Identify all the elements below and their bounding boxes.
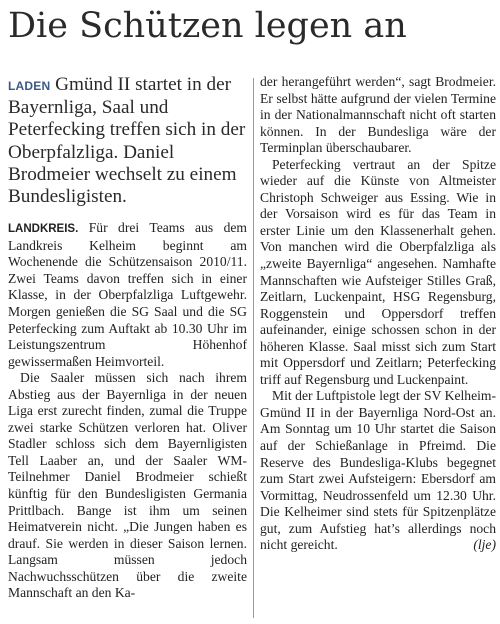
dateline: LANDKREIS. xyxy=(8,223,79,236)
headline: Die Schützen legen an xyxy=(8,6,407,46)
author-signature: (lje) xyxy=(473,537,496,553)
column-divider xyxy=(253,78,254,618)
paragraph-1 xyxy=(8,220,247,370)
column-right xyxy=(260,74,496,554)
teaser xyxy=(8,74,247,208)
paragraph-1-text: Für drei Teams aus dem Landkreis Kelheim beginnt am Wochenende die Schützensaison 2010/11. Zwei Teams davon treffen sich in einer Klasse, in der Oberpfalzliga Luftgewehr. Morgen genießen die SG Saal und die SG Peterfecking zum Auftakt ab 10.30 Uhr im Leistungszentrum Höhenhof gewissermaßen Heimvorteil. xyxy=(8,220,247,369)
paragraph-4 xyxy=(260,388,496,553)
article-body-right xyxy=(260,74,496,554)
teaser-kicker: LADEN xyxy=(8,79,51,93)
paragraph-2-part-2: der herangeführt werden“, sagt Brodmeier. Er selbst hätte aufgrund der vielen Termine in der Nationalmannschaft nicht oft starten können. In der Bundesliga wäre der Terminplan überschaubarer. xyxy=(260,74,496,156)
paragraph-3: Peterfecking vertraut an der Spitze wieder auf die Künste von Altmeister Christoph Schweiger aus Essing. Wie in der Vorsaison wird es für das Team in erster Linie um den Klassenerhalt gehen. Von manchen wird die Oberpfalzliga als „zweite Bayernliga“ angesehen. Namhafte Mannschaften wie Aufsteiger Stilles Graß, Zeitlarn, Luckenpaint, HSG Regensburg, Roggenstein und Oppersdorf treffen aufeinander, einige schossen schon in der höheren Klasse. Saal misst sich zum Start mit Oppersdorf und Zeitlarn; Peterfecking triff auf Regensburg und Luckenpaint. xyxy=(260,156,496,387)
column-left xyxy=(8,74,247,602)
paragraph-2-part-1: Die Saaler müssen sich nach ihrem Abstieg aus der Bayernliga in der neuen Liga erst zurecht finden, zumal die Truppe zwei starke Schützen verloren hat. Oliver Stadler schloss sich dem Bayernligisten Tell Laaber an, und der Saaler WM-Teilnehmer Daniel Brodmeier schießt künftig für den Bundesligisten Germania Prittlbach. Bange ist ihm um seinen Heimatverein nicht. „Die Jungen haben es drauf. Sie werden in dieser Saison lernen. Langsam müssen jedoch Nachwuchsschützen über die zweite Mannschaft an den Ka- xyxy=(8,370,247,601)
article-body-left xyxy=(8,220,247,602)
paragraph-4-text: Mit der Luftpistole legt der SV Kelheim-Gmünd II in der Bayernliga Nord-Ost an. Am Sonntag um 10 Uhr startet die Saison auf der Schießanlage in Pfreimd. Die Reserve des Bundesliga-Klubs begegnet zum Start zwei Aufsteigern: Ebersdorf am Vormittag, Neudrossenfeld um 12.30 Uhr. Die Kelheimer sind stets für Spitzenplätze gut, zum Aufstieg hat’s allerdings noch nicht gereicht. xyxy=(260,388,496,553)
teaser-text: Gmünd II startet in der Bayernliga, Saal und Peterfecking treffen sich in der Oberpfalzliga. Daniel Brodmeier wechselt zu einem Bundesligisten. xyxy=(8,74,246,208)
